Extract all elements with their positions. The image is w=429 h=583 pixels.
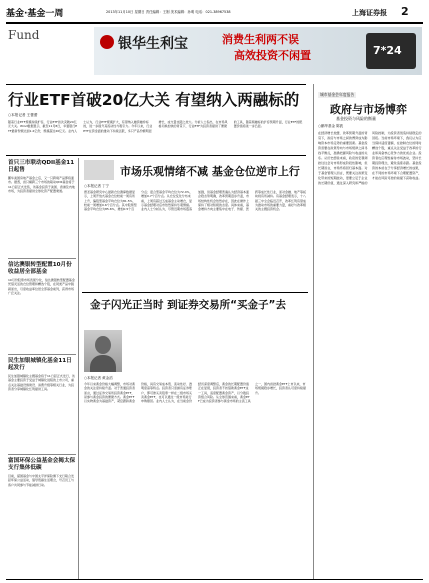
gold-story-byline: ○本报记者 黄金滔: [84, 376, 113, 380]
market-story-title: 市场乐观情绪不减 基金仓位逆市上行: [120, 165, 300, 178]
right-column-byline: ○鹏华基金 陈波: [318, 124, 344, 128]
sidebar-title: 富国环保公益基金会揭太保支行集体低碳: [8, 458, 76, 471]
sidebar-title: 信达澳银转型配置10月份收益居全部基金: [8, 262, 72, 275]
ad-slogan-1: 消费生利两不误: [222, 33, 299, 46]
right-column-tag: 城市基金会年度报告: [320, 92, 355, 97]
gold-story-body: 今年以来黄金价格大幅调整，市场对黄金的关注度持续升温。对于普通投资者而言，通过证券交易所投资黄金ETF，是参与黄金投资的便捷方式。黄金ETF以实物黄金为基础资产，紧密跟踪黄金价格，具有交易成本低、流动性好、透明度高等特点。投资者只需拥有证券账户，即可像买卖股票一样在二级市场买卖黄金ETF，也可以通过一级市场进行申购赎回。业内人士认为，在当前金价经历深度调整后，黄金的长期配置价值正在显现，投资者不妨借助黄金ETF这一工具，适度配置黄金资产，以分散投资组合风险。从全球范围来看，黄金ETF已成为投资者参与黄金市场的主流工具之一，国内首批黄金ETF上市以来，市场规模稳步增长，投资者认可度持续提升。: [84, 382, 307, 404]
market-story-byline: ○本报记者 丁宁: [84, 184, 110, 188]
sidebar-body: 鹏华美国房地产基金之后，又一只跨境产品即将面市。据悉，首只横跨三个市场的联动QDII基金将于11日起正式发售，该基金投资于美国、香港及内地市场，为投资者提供全球化资产配置渠道。: [8, 176, 75, 193]
ad-logo-icon: [100, 35, 114, 49]
gold-story-rule: [82, 292, 308, 293]
sidebar-body: 目前，富国基金与中国太平洋保险旗下支行联合发起环保公益活动，倡导低碳生活理念，号召员工与客户共同参与节能减排行动。: [8, 474, 75, 487]
gold-story-title: 金子闪光正当时 到证券交易所“买金子”去: [90, 299, 286, 311]
page-bottom-rule: [6, 579, 423, 580]
right-column-divider: [313, 84, 314, 579]
market-story-photo: [84, 160, 114, 180]
ad-brand: 银华生利宝: [118, 36, 188, 52]
masthead-header: [6, 4, 423, 22]
sidebar-body: 民生加银城镇化主题基金将于11日起正式发行，该基金主要投资于受益于城镇化进程的上市公司，重点关注基础设施建设、消费升级等相关行业，为投资者分享城镇化红利提供工具。: [8, 374, 75, 391]
sidebar-divider: [8, 454, 76, 455]
date-line: 2013年11月10日 星期日 责任编辑：王刚 美术编辑：孙明 电话：021-38967538: [106, 10, 231, 14]
headline-body: 随着行业ETF规模持续扩容，行业ETF首次突破20亿元大关。Wind数据显示，截至11月8日，华夏银行ETF最新份额达到1.2亿份，规模超过20亿元。业内人士认为，行业ETF规模扩大，有望纳入融资融券标的，进一步提升其流动性与吸引力。今年以来，行业ETF在资金面的推动下持续活跃，多只产品份额明显增长，成交量也随之放大。分析人士指出，在市场风格切换加快的背景下，行业ETF为投资者提供了便捷的工具，随着两融标的扩容预期升温，行业ETF的配置价值将进一步凸显。: [8, 120, 303, 133]
right-column-body: 在经济增长放缓、改革预期升温的背景下，政府与市场之间的博弈成为影响资本市场走势的重要因素。基金投资需要在政策导向与市场规律之间寻找平衡点，准确把握风险与收益的关系。从历史经验来看，政府的宏观调控往往会对市场形成阶段性影响，但长期而言，市场终将回归基本面。对于基金管理人而言，既要关注政策变化带来的短期波动，更要立足于企业的长期价值，通过深入研究和严格的风险控制，为投资者创造持续稳定的回报。当前市场环境下，我们认为应当保持适度谨慎，在控制仓位的同时精选个股，重点关注受益于改革的行业和具备核心竞争力的优质企业。投资者也应理性看待市场波动，坚持长期投资理念，避免追涨杀跌。基金投资的本质在于分享经济增长的成果，在不同的市场环境下合理配置资产，才能在风险可控的前提下获取收益。: [318, 131, 422, 185]
ad-slogan-2: 高效投资不闲置: [234, 49, 311, 62]
newspaper-name: 上海证券报: [352, 8, 387, 17]
ad-banner: [94, 27, 422, 75]
sidebar-divider: [8, 354, 76, 355]
ad-badge: [366, 33, 416, 69]
header-rule: [6, 22, 423, 24]
sidebar-title: 民生加银城镇化基金11日起发行: [8, 358, 72, 371]
sidebar-body: 10月份股票市场表现分化，信达澳银转型配置基金凭借灵活的仓位管理和精选个股，在同类产品中脱颖而出，月度收益率位居全部基金前列，获得市场广泛关注。: [8, 278, 75, 295]
author-photo: [84, 330, 122, 372]
section-label: 基金·基金一周: [6, 9, 64, 19]
right-column-subtitle: 基金投资与风险的衡量: [336, 116, 376, 121]
sidebar-divider: [8, 258, 76, 259]
ad-badge-text: 7*24: [373, 44, 402, 57]
person-icon: [95, 336, 111, 354]
market-story-body: 德圣基金研究中心最新仓位测算数据显示，上周开放式基金仓位较前一周有所上升，偏股型基金平均仓位为81.5%，较前一周增加0.6个百分点。其中股票型基金平均仓位为85.6%，增加0.5个百分点；混合型基金平均仓位为72.4%，增加0.7个百分点。从仓位变化分布来看，上周有超过五成基金主动增仓，显示基金经理对后市依然保持乐观情绪。业内人士分析认为，尽管近期市场震荡加剧，但基金经理普遍认为经济基本面企稳态势明确，改革预期逐步升温，市场结构性机会依然存在，因此在操作上保持了相对积极的态度。具体来看，基金增持方向主要集中在电子、传媒、医药等成长性行业，而对金融、地产等板块则有所减持。有基金经理表示，十八届三中全会临近召开，改革红利有望成为推动市场的重要力量，看好与改革相关的主题投资机会。: [84, 190, 307, 212]
headline-top-rule: [6, 84, 306, 85]
fund-label: Fund: [8, 28, 40, 42]
page-number: 2: [401, 5, 409, 18]
sidebar-top-rule: [6, 155, 306, 156]
main-headline: 行业ETF首破20亿大关 有望纳入两融标的: [8, 91, 300, 109]
right-column-title: 政府与市场博弈: [330, 103, 407, 116]
headline-byline: ○本报记者 王蕾蕾: [8, 113, 38, 117]
left-sidebar-divider: [78, 158, 79, 579]
sidebar-title: 首只三市联动QDII基金11日起售: [8, 160, 75, 173]
